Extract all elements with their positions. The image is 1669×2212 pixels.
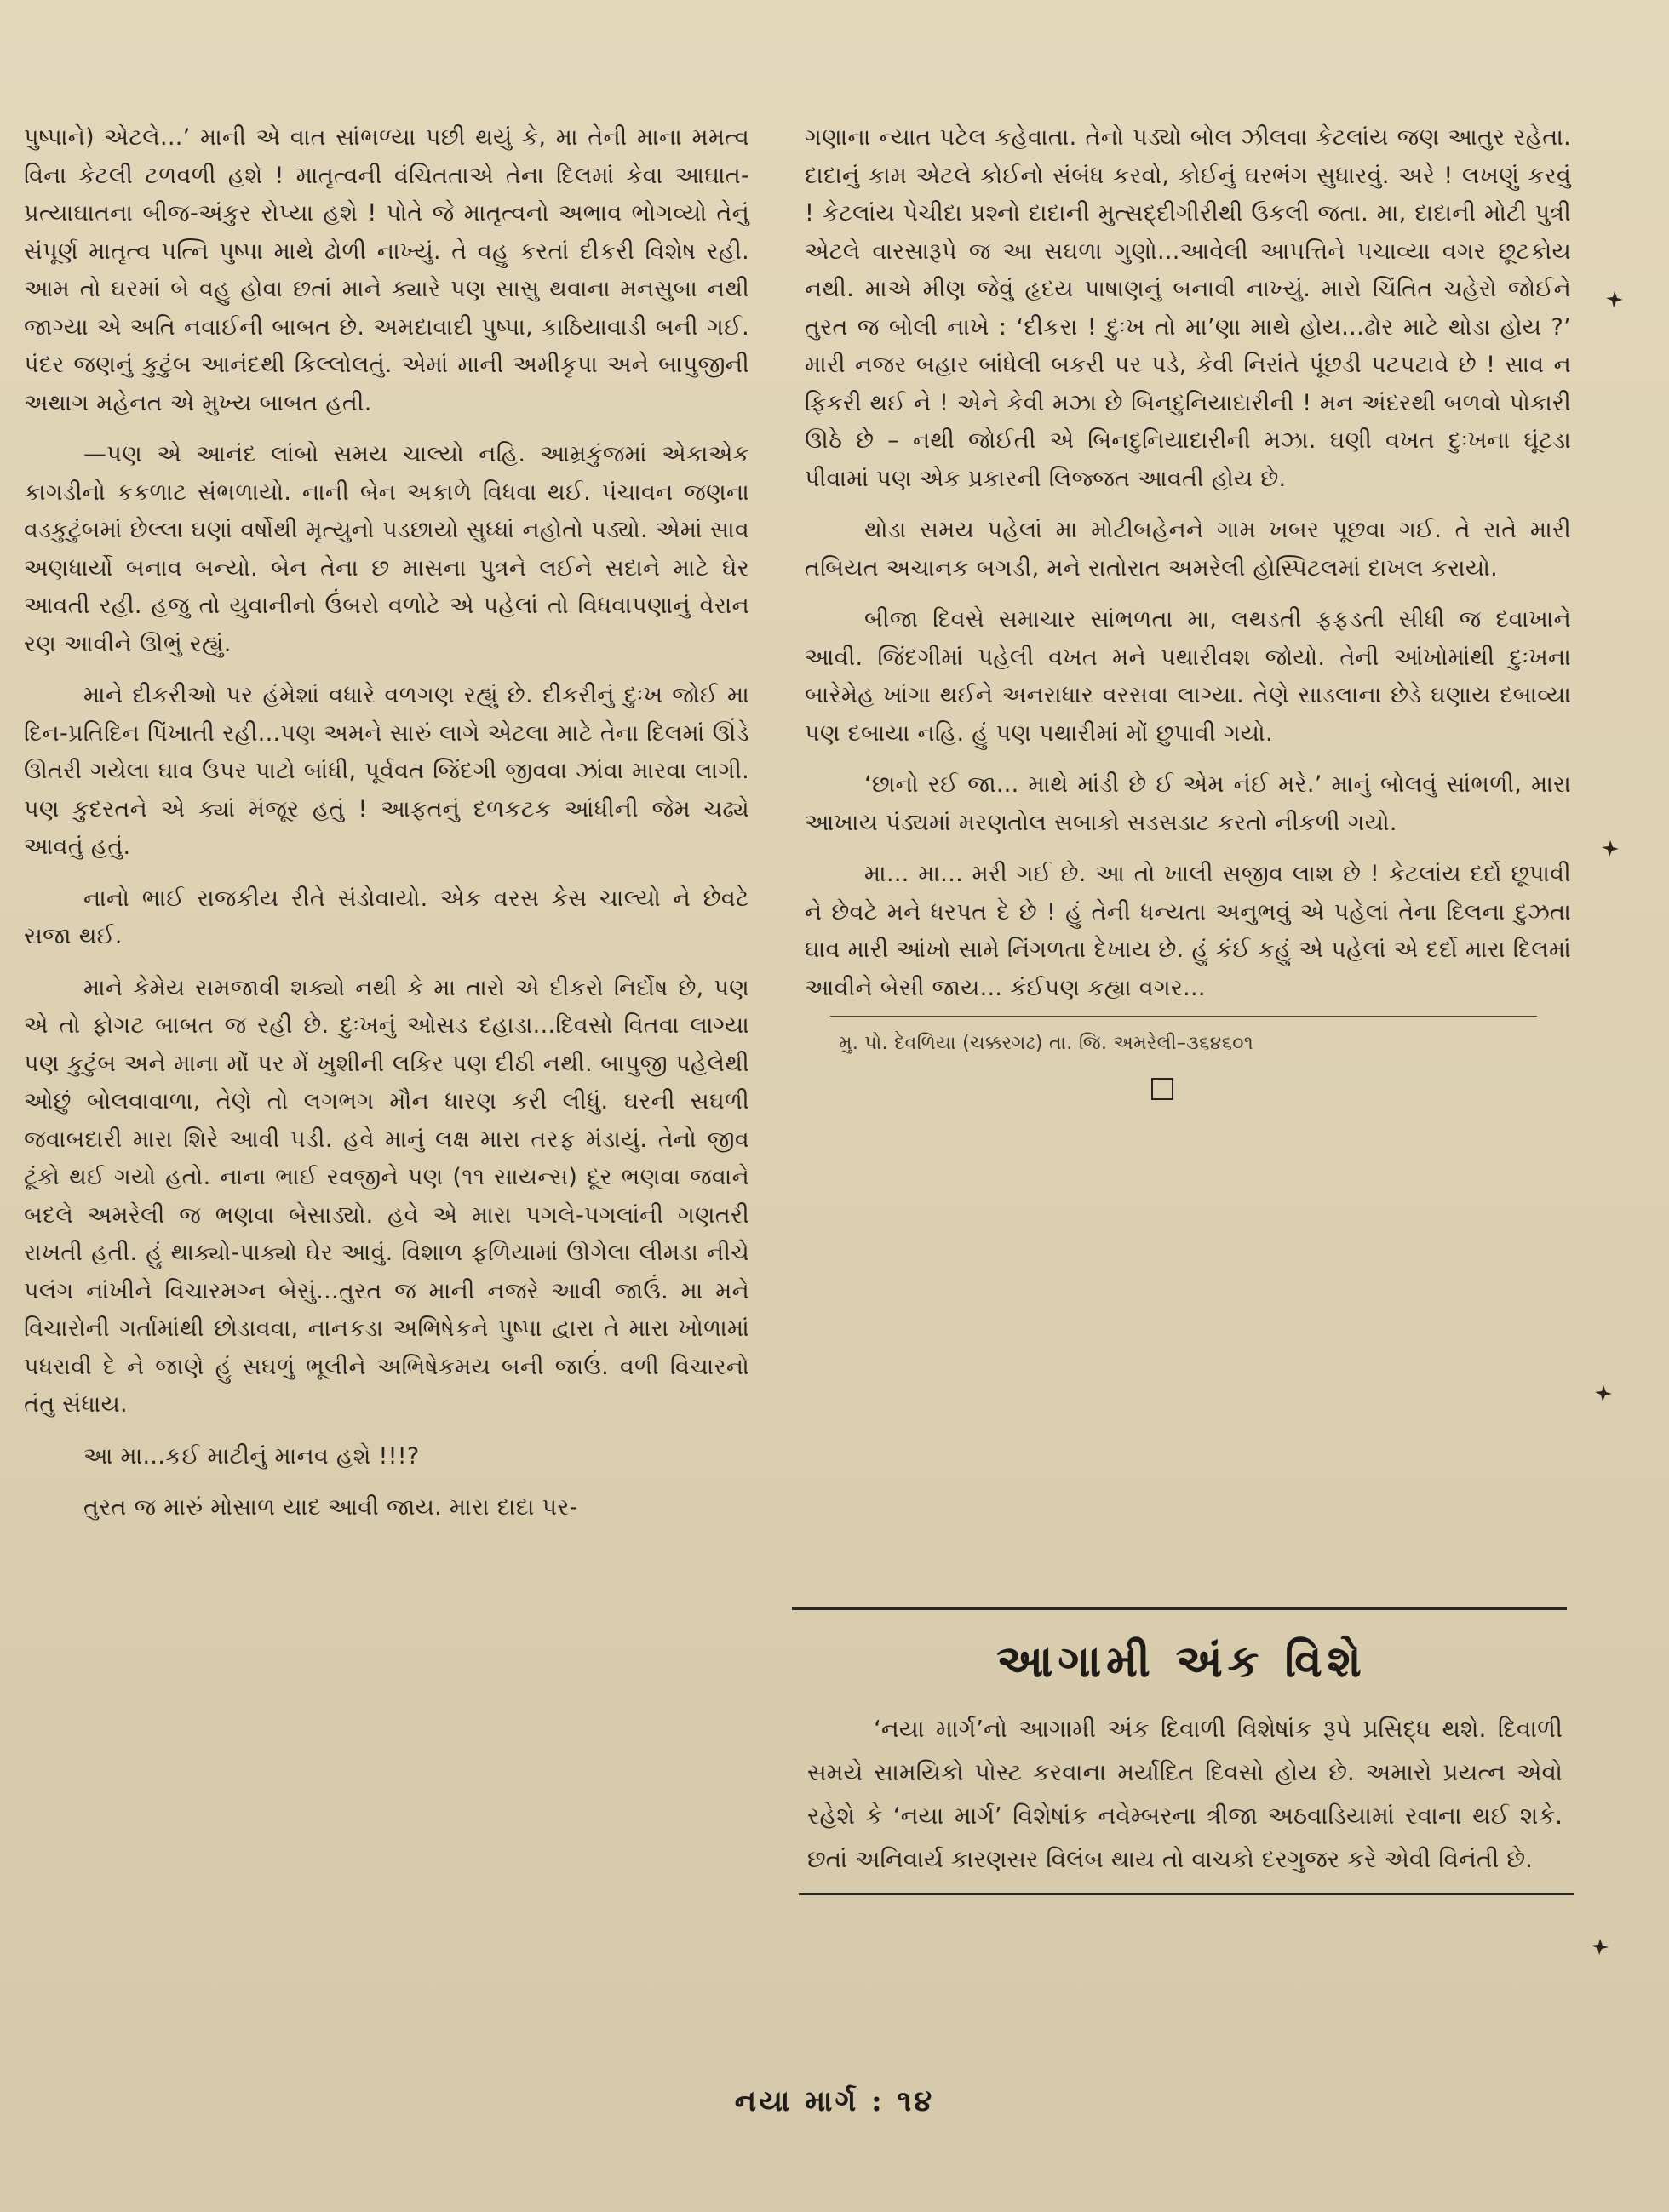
paper-tear-mark <box>1594 1384 1613 1402</box>
paragraph: ગણાના ન્યાત પટેલ કહેવાતા. તેનો પડ્યો બોલ ઝીલવા કેટલાંય જણ આતુર રહેતા. દાદાનું કામ એટલે કોઈનો સંબંધ કરવો, કોઈનું ઘરભંગ સુધારવું. અરે ! લખણું કરવું ! કેટલાંય પેચીદા પ્રશ્નો દાદાની મુત્સદ્દીગીરીથી ઉકલી જતા. મા, દાદાની મોટી પુત્રી એટલે વારસારૂપે જ આ સઘળા ગુણો...આવેલી આપત્તિને પચાવ્યા વગર છૂટકોય નથી. માએ મીણ જેવું હૃદય પાષાણનું બનાવી નાખ્યું. મારો ચિંતિત ચહેરો જોઈને તુરત જ બોલી નાખે : ‘દીકરા ! દુઃખ તો મા’ણા માથે હોય...ઢોર માટે થોડા હોય ?’ મારી નજર બહાર બાંધેલી બકરી પર પડે, કેવી નિરાંતે પૂંછડી પટપટાવે છે ! સાવ ન ફિકરી થઈ ને ! એને કેવી મઝા છે બિનદુનિયાદારીની ! મન અંદરથી બળવો પોકારી ઊઠે છે – નથી જોઈતી એ બિનદુનિયાદારીની મઝા. ઘણી વખત દુઃખના ઘૂંટડા પીવામાં પણ એક પ્રકારની લિજ્જત આવતી હોય છે. <box>805 124 1571 492</box>
announcement-top-rule <box>792 1607 1567 1610</box>
paragraph: મા... મા... મરી ગઈ છે. આ તો ખાલી સજીવ લાશ છે ! કેટલાંય દર્દો છૂપાવી ને છેવટે મને ધરપત દે છે ! હું તેની ધન્યતા અનુભવું એ પહેલાં તેના દિલના દુઝતા ઘાવ મારી આંખો સામે નિંગળતા દેખાય છે. હું કંઈ કહું એ પહેલાં એ દર્દો મારા દિલમાં આવીને બેસી જાય... કંઈપણ કહ્યા વગર... <box>805 861 1571 1001</box>
left-column <box>24 119 749 1536</box>
announcement-text: ‘નયા માર્ગ’નો આગામી અંક દિવાળી વિશેષાંક રૂપે પ્રસિદ્ધ થશે. દિવાળી સમયે સામયિકો પોસ્ટ કરવાના મર્યાદિત દિવસો હોય છે. અમારો પ્રયત્ન એવો રહેશે કે ‘નયા માર્ગ’ વિશેષાંક નવેમ્બરના ત્રીજા અઠવાડિયામાં રવાના થઈ શકે. છતાં અનિવાર્ય કારણસર વિલંબ થાય તો વાચકો દરગુજર કરે એવી વિનંતી છે. <box>807 1715 1563 1873</box>
right-column <box>805 119 1571 1100</box>
author-address: મુ. પો. દેવળિયા (ચક્કરગઢ) તા. જિ. અમરેલી–૩૬૪૬૦૧ <box>839 1033 1253 1054</box>
paper-tear-mark <box>1591 1937 1609 1956</box>
paragraph: —પણ એ આનંદ લાંબો સમય ચાલ્યો નહિ. આમ્રકુંજમાં એકાએક કાગડીનો કકળાટ સંભળાયો. નાની બેન અકાળે વિધવા થઈ. પંચાવન જણના વડકુટુંબમાં છેલ્લા ઘણાં વર્ષોથી મૃત્યુનો પડછાયો સુધ્ધાં નહોતો પડ્યો. એમાં સાવ અણધાર્યો બનાવ બન્યો. બેન તેના છ માસના પુત્રને લઈને સદાને માટે ઘેર આવતી રહી. હજુ તો યુવાનીનો ઉંબરો વળોટે એ પહેલાં તો વિધવાપણાનું વેરાન રણ આવીને ઊભું રહ્યું. <box>24 441 749 657</box>
announcement-title: આગામી અંક વિશે <box>996 1636 1367 1688</box>
paragraph: નાનો ભાઈ રાજકીય રીતે સંડોવાયો. એક વરસ કેસ ચાલ્યો ને છેવટે સજા થઈ. <box>24 885 749 949</box>
paragraph: ‘છાનો રઈ જા... માથે માંડી છે ઈ એમ નંઈ મરે.’ માનું બોલવું સાંભળી, મારા આખાય પંડ્યમાં મરણતોલ સબાકો સડસડાટ કરતો નીકળી ગયો. <box>805 771 1571 836</box>
paragraph: થોડા સમય પહેલાં મા મોટીબહેનને ગામ ખબર પૂછવા ગઈ. તે રાતે મારી તબિયત અચાનક બગડી, મને રાતોરાત અમરેલી હોસ્પિટલમાં દાખલ કરાયો. <box>805 517 1571 582</box>
paragraph: આ મા...કઈ માટીનું માનવ હશે !!!? <box>83 1442 420 1470</box>
paragraph: માને કેમેય સમજાવી શક્યો નથી કે મા તારો એ દીકરો નિર્દોષ છે, પણ એ તો ફોગટ બાબત જ રહી છે. દુઃખનું ઓસડ દહાડા...દિવસો વિતવા લાગ્યા પણ કુટુંબ અને માના મોં પર મેં ખુશીની લકિર પણ દીઠી નથી. બાપુજી પહેલેથી ઓછું બોલવાવાળા, તેણે તો લગભગ મૌન ધારણ કરી લીધું. ઘરની સઘળી જવાબદારી મારા શિરે આવી પડી. હવે માનું લક્ષ મારા તરફ મંડાયું. તેનો જીવ ટૂંકો થઈ ગયો હતો. નાના ભાઈ રવજીને પણ (૧૧ સાયન્સ) દૂર ભણવા જવાને બદલે અમરેલી જ ભણવા બેસાડ્યો. હવે એ મારા પગલે-પગલાંની ગણતરી રાખતી હતી. હું થાક્યો-પાક્યો ઘેર આવું. વિશાળ ફળિયામાં ઊગેલા લીમડા નીચે પલંગ નાંખીને વિચારમગ્ન બેસું...તુરત જ માની નજરે આવી જાઉં. મા મને વિચારોની ગર્તામાંથી છોડાવવા, નાનકડા અભિષેકને પુષ્પા દ્વારા તે મારા ખોળામાં પધરાવી દે ને જાણે હું સઘળું ભૂલીને અભિષેકમય બની જાઉં. વળી વિચારનો તંતુ સંધાય. <box>24 974 749 1418</box>
page-footer: નયા માર્ગ : ૧૪ <box>734 2084 935 2118</box>
announcement-bottom-rule <box>799 1893 1574 1895</box>
announcement-box <box>792 1607 1571 1895</box>
announcement-body <box>792 1707 1571 1881</box>
paper-tear-mark <box>1601 839 1620 857</box>
signature-divider <box>830 1016 1537 1017</box>
paper-tear-mark <box>1605 289 1624 308</box>
paragraph: પુષ્પાને) એટલે...’ માની એ વાત સાંભળ્યા પછી થયું કે, મા તેની માના મમત્વ વિના કેટલી ટળવળી હશે ! માતૃત્વની વંચિતતાએ તેના દિલમાં કેવા આઘાત-પ્રત્યાઘાતના બીજ-અંકુર રોપ્યા હશે ! પોતે જે માતૃત્વનો અભાવ ભોગવ્યો તેનું સંપૂર્ણ માતૃત્વ પત્નિ પુષ્પા માથે ઢોળી નાખ્યું. તે વહુ કરતાં દીકરી વિશેષ રહી. આમ તો ઘરમાં બે વહુ હોવા છતાં માને ક્યારે પણ સાસુ થવાના મનસુબા નથી જાગ્યા એ અતિ નવાઈની બાબત છે. અમદાવાદી પુષ્પા, કાઠિયાવાડી બની ગઈ. પંદર જણનું કુટુંબ આનંદથી કિલ્લોલતું. એમાં માની અમીકૃપા અને બાપુજીની અથાગ મહેનત એ મુખ્ય બાબત હતી. <box>24 124 749 416</box>
end-of-article-mark <box>1151 1078 1173 1100</box>
paragraph: તુરત જ મારું મોસાળ યાદ આવી જાય. મારા દાદા પર- <box>83 1494 578 1521</box>
paragraph: માને દીકરીઓ પર હંમેશાં વધારે વળગણ રહ્યું છે. દીકરીનું દુઃખ જોઈ મા દિન-પ્રતિદિન પિંખાતી રહી...પણ અમને સારું લાગે એટલા માટે તેના દિલમાં ઊંડે ઊતરી ગયેલા ઘાવ ઉપર પાટો બાંધી, પૂર્વવત જિંદગી જીવવા ઝાંવા મારવા લાગી. પણ કુદરતને એ ક્યાં મંજૂર હતું ! આફતનું દળકટક આંધીની જેમ ચઢ્યે આવતું હતું. <box>24 682 749 860</box>
paragraph: બીજા દિવસે સમાચાર સાંભળતા મા, લથડતી ફફડતી સીધી જ દવાખાને આવી. જિંદગીમાં પહેલી વખત મને પથારીવશ જોયો. તેની આંખોમાંથી દુઃખના બારેમેહ ખાંગા થઈને અનરાધાર વરસવા લાગ્યા. તેણે સાડલાના છેડે ઘણાય દબાવ્યા પણ દબાયા નહિ. હું પણ પથારીમાં મોં છુપાવી ગયો. <box>805 606 1571 747</box>
